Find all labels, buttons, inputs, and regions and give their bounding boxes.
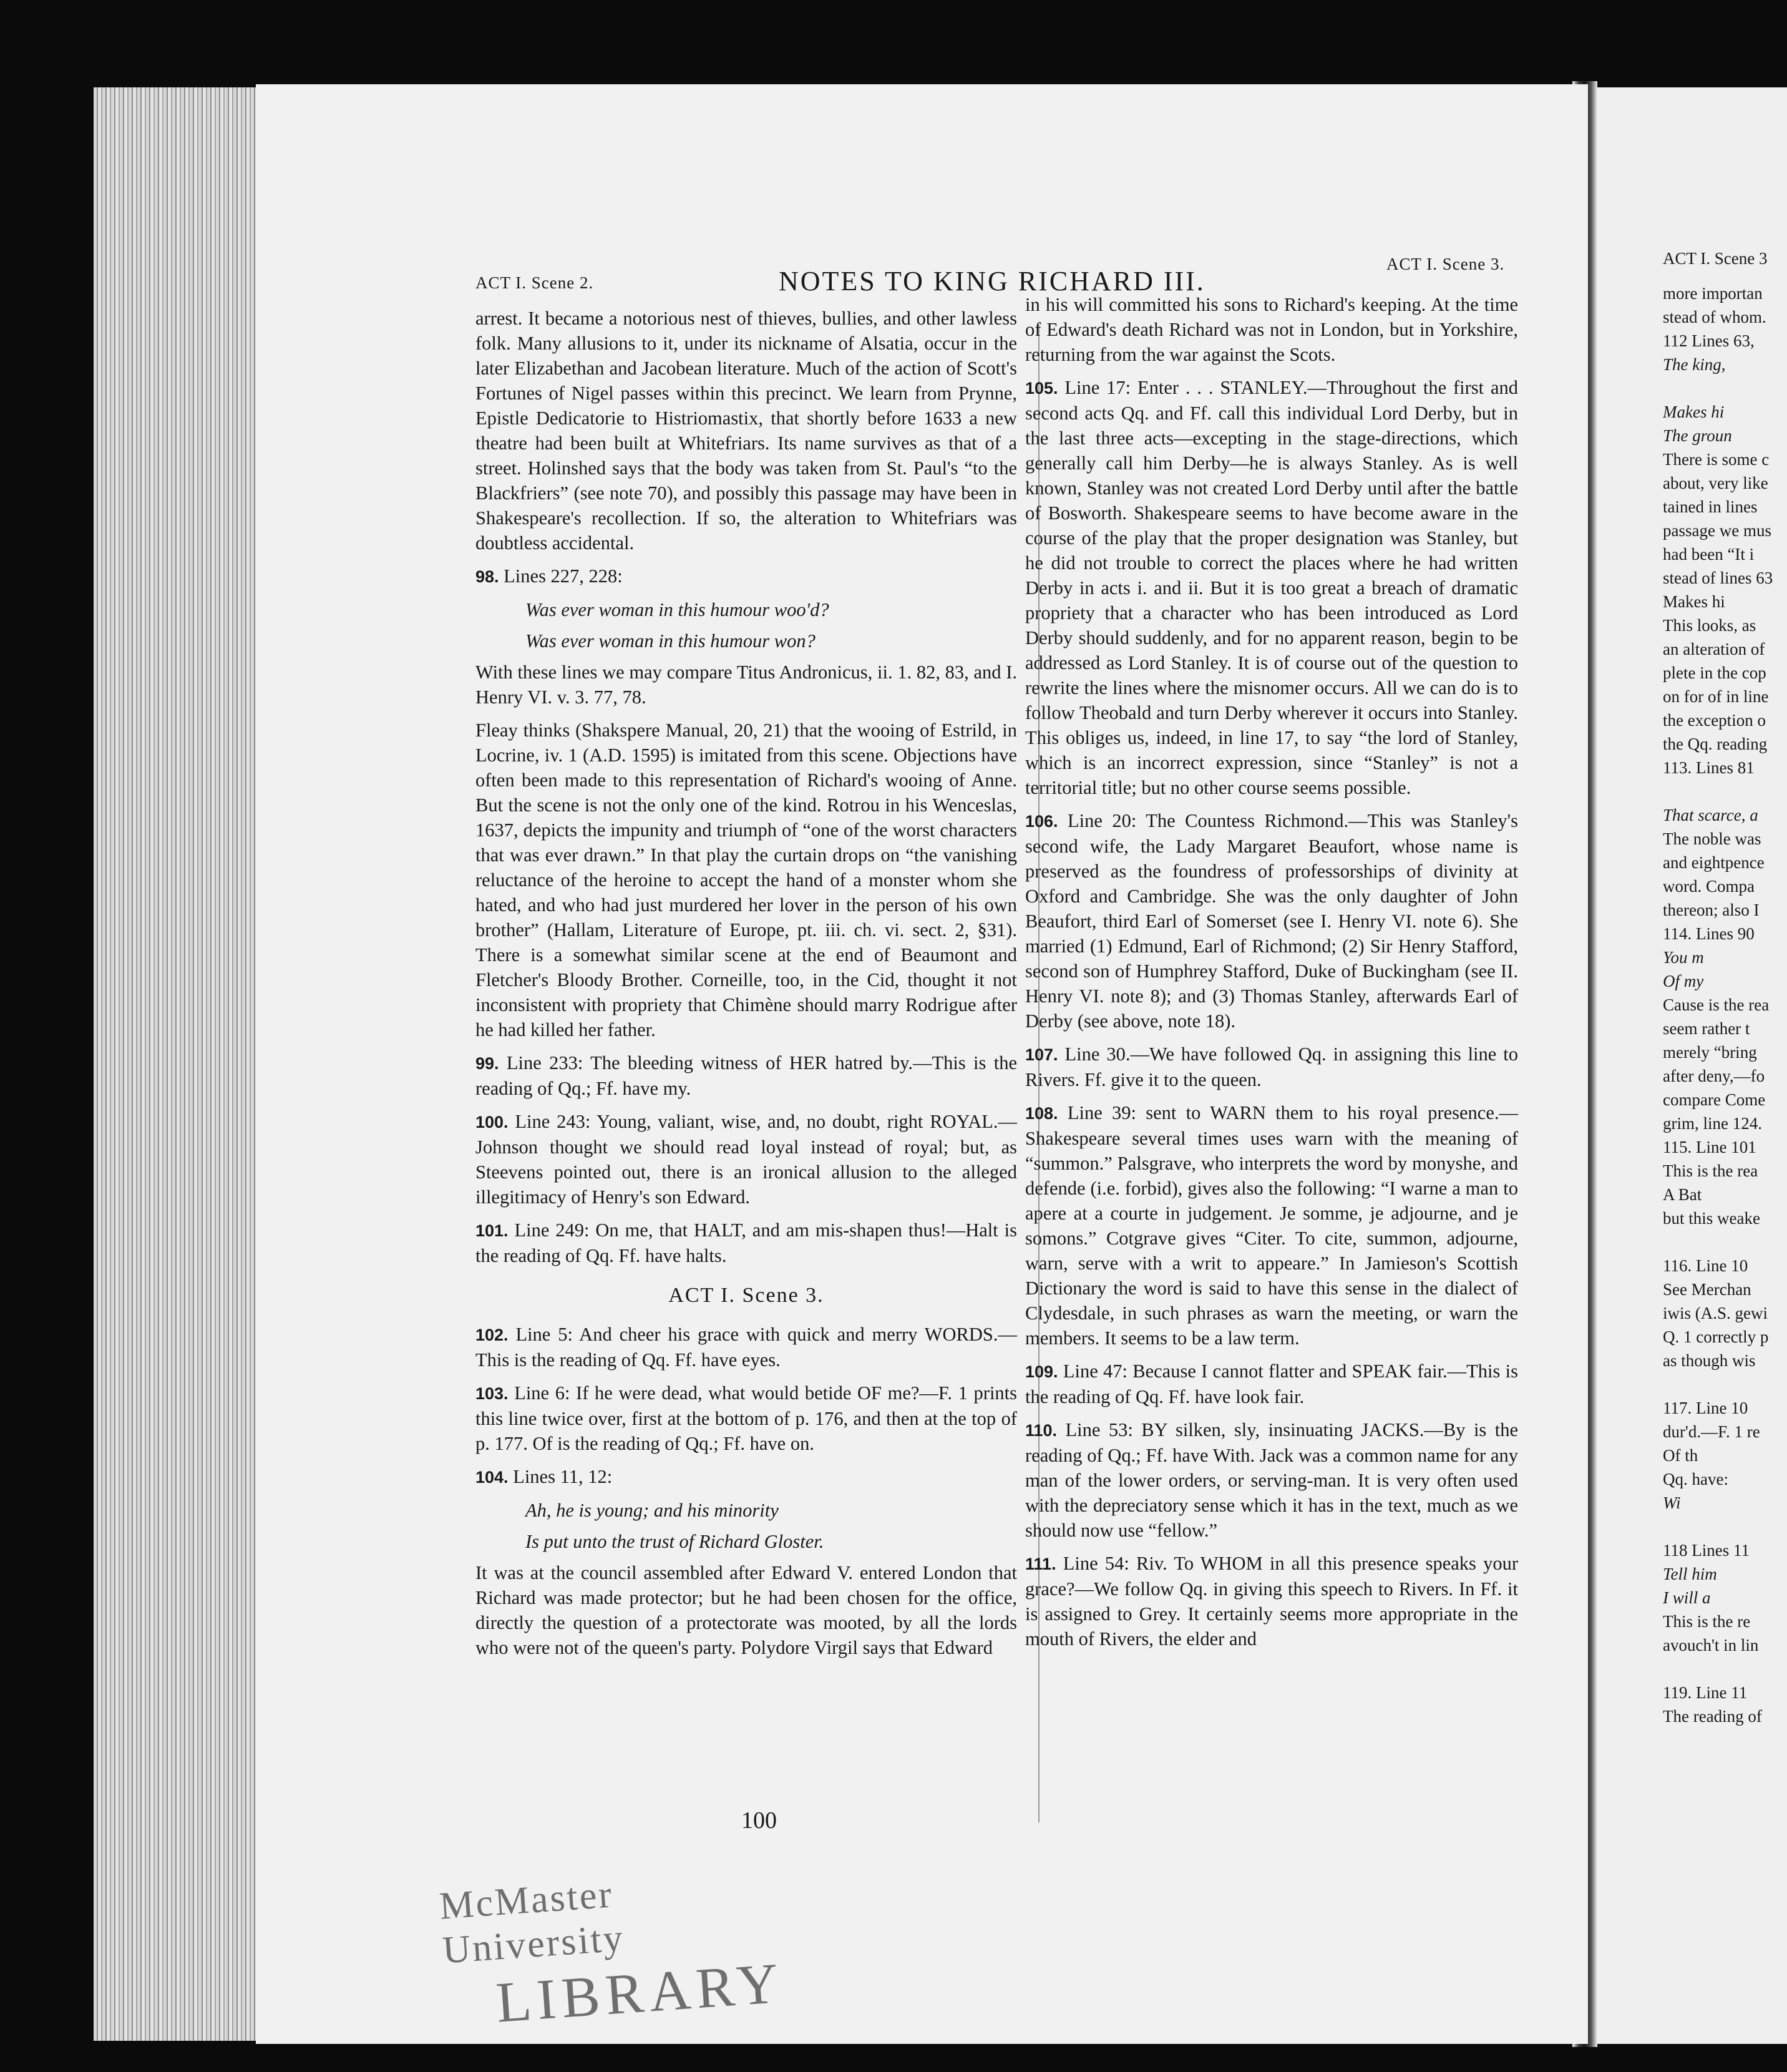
- next-page-line: stead of whom.: [1663, 308, 1766, 326]
- next-page-line: [1663, 1372, 1773, 1396]
- note-text: Line 30.—We have followed Qq. in assigning this line to Rivers. Ff. give it to the queen.: [1025, 1043, 1518, 1090]
- next-page-line: The king,: [1663, 355, 1726, 374]
- next-page-line: passage we mus: [1663, 521, 1771, 540]
- note-111: [1025, 1551, 1518, 1651]
- next-page-line: This is the re: [1663, 1612, 1751, 1631]
- next-page-line: That scarce, a: [1663, 806, 1758, 824]
- next-page-line: grim, line 124.: [1663, 1114, 1762, 1133]
- note-101: [475, 1218, 1017, 1268]
- note-number: 107.: [1025, 1045, 1058, 1064]
- next-page-line: I will a: [1663, 1588, 1711, 1607]
- note-110: [1025, 1417, 1518, 1543]
- next-page-line: word. Compa: [1663, 877, 1755, 896]
- next-page-line: [1663, 1515, 1773, 1538]
- next-page-line: Qq. have:: [1663, 1470, 1728, 1488]
- stamp-line: LIBRARY: [494, 1950, 786, 2035]
- next-page-line: more importan: [1663, 284, 1763, 303]
- next-page-line: You m: [1663, 948, 1704, 967]
- note-100: [475, 1109, 1017, 1209]
- next-page-line: seem rather t: [1663, 1019, 1750, 1038]
- note-text: Line 54: Riv. To WHOM in all this presence speaks your grace?—We follow Qq. in giving this speech to Rivers. In Ff. it is assigned to Grey. It certainly seems more appropriate in the mouth of Rivers, the elder and: [1025, 1553, 1518, 1649]
- note-text: Line 53: BY silken, sly, insinuating JACKS.—By is the reading of Qq.; Ff. have With. Jack was a common name for any man of the lower orders, or serving-man. It is very often used with the depreciatory sense which it has in the text, much as we should now use “fellow.”: [1025, 1419, 1518, 1541]
- note-number: 111.: [1025, 1555, 1056, 1573]
- next-page-line: plete in the cop: [1663, 663, 1766, 682]
- next-page-line: The reading of: [1663, 1707, 1762, 1726]
- next-page-line: See Merchan: [1663, 1280, 1751, 1299]
- note-number: 108.: [1025, 1104, 1058, 1123]
- note-text: Line 6: If he were dead, what would betide OF me?—F. 1 prints this line twice over, first at the bottom of p. 176, and then at the top of p. 177. Of is the reading of Qq.; Ff. have on.: [475, 1382, 1018, 1454]
- note-continuation: arrest. It became a notorious nest of thieves, bullies, and other lawless folk. Many allusions to it, under its nickname of Alsatia, occur in the later Elizabethan and Jacobean literature. Much of the action of Scott's Fortunes of Nigel passes within this precinct. We learn from Prynne, Epistle Dedicatorie to Histriomastix, that shortly before 1633 a new theatre had been built at Whitefriars. Its name survives as that of a street. Holinshed says that the body was taken from St. Paul's “to the Blackfriers” (see note 70), and possibly this passage may have been in Shakespeare's recollection. If so, the alteration to Whitefriars was doubtless accidental.: [475, 308, 1017, 554]
- note-number: 105.: [1025, 379, 1058, 398]
- next-page-line: dur'd.—F. 1 re: [1663, 1422, 1760, 1441]
- note-text: It was at the council assembled after Edward V. entered London that Richard was made protector; but he had been chosen for the office, directly the question of a protectorate was mooted, by all the lords who were not of the queen's party. Polydore Virgil says that Edward: [475, 1562, 1017, 1658]
- note-number: 99.: [475, 1054, 499, 1073]
- note-99: [475, 1050, 1017, 1101]
- library-stamp: [438, 1860, 797, 2039]
- next-page-line: compare Come: [1663, 1090, 1766, 1109]
- next-page-line: the exception o: [1663, 711, 1766, 730]
- page-number: 100: [741, 1807, 777, 1834]
- next-page-line: 118 Lines 11: [1663, 1541, 1750, 1560]
- note-108: [1025, 1100, 1518, 1351]
- next-page-line: Of th: [1663, 1446, 1698, 1465]
- next-page-line: as though wis: [1663, 1351, 1756, 1370]
- note-text: With these lines we may compare Titus Andronicus, ii. 1. 82, 83, and I. Henry VI. v. 3. 77, 78.: [475, 662, 1017, 708]
- next-page-line: about, very like: [1663, 474, 1768, 492]
- next-page-line: Cause is the rea: [1663, 995, 1770, 1014]
- verse-line: Is put unto the trust of Richard Gloster.: [525, 1531, 824, 1552]
- note-106: [1025, 808, 1518, 1034]
- next-page-line: [1663, 1657, 1773, 1681]
- verse-line: Was ever woman in this humour won?: [525, 630, 816, 652]
- next-page-line: Tell him: [1663, 1565, 1717, 1583]
- next-page-line: thereon; also I: [1663, 901, 1760, 919]
- note-text: Line 39: sent to WARN them to his royal presence.—Shakespeare several times uses warn with the meaning of “summon.” Palsgrave, who interprets the word by monyshe, and defende (i.e. forbid), gives also the following: “I warne a man to apere at a courte in judgement. Je somme, je adjourne, and je somons.” Cotgrave gives “Citer. To cite, summon, adjourne, warn, serve with a writ to appeare.” In Jamieson's Scottish Dictionary the word is said to have this sense in the dialect of Clydesdale, in such phrases as warn the meeting, or warn the members. It seems to be a law term.: [1025, 1102, 1519, 1349]
- header-right: ACT I. Scene 3.: [1386, 255, 1505, 273]
- section-heading: ACT I. Scene 3.: [668, 1284, 824, 1307]
- next-page-line: 112 Lines 63,: [1663, 331, 1755, 350]
- note-103: [475, 1381, 1017, 1456]
- right-column: [1025, 292, 1518, 1659]
- next-page-line: tained in lines: [1663, 497, 1758, 516]
- next-page-line: The noble was: [1663, 829, 1761, 848]
- next-page-line: Makes hi: [1663, 592, 1725, 611]
- next-page-line: 119. Line 11: [1663, 1683, 1748, 1702]
- page-title: NOTES TO KING RICHARD III.: [779, 266, 1205, 296]
- next-page-line: 116. Line 10: [1663, 1256, 1748, 1275]
- next-page-line: on for of in line: [1663, 687, 1769, 706]
- left-column: [475, 306, 1017, 1668]
- next-page-line: had been “It i: [1663, 545, 1755, 564]
- note-number: 103.: [475, 1384, 509, 1403]
- next-page-line: A Bat: [1663, 1185, 1702, 1204]
- next-page-line: 113. Lines 81: [1663, 758, 1755, 777]
- note-text: Line 249: On me, that HALT, and am mis-shapen thus!—Halt is the reading of Qq. Ff. have halts.: [475, 1219, 1017, 1266]
- note-number: 102.: [475, 1326, 509, 1344]
- note-text: Line 5: And cheer his grace with quick and merry WORDS.—This is the reading of Qq. Ff. have eyes.: [475, 1324, 1017, 1371]
- next-page-line: [1663, 779, 1773, 803]
- book-page-edges: [94, 87, 275, 2041]
- next-page-line: and eightpence: [1663, 853, 1765, 872]
- verse-line: Ah, he is young; and his minority: [525, 1500, 779, 1521]
- next-page-line: This is the rea: [1663, 1161, 1758, 1180]
- note-number: 109.: [1025, 1362, 1058, 1381]
- next-page-line: There is some c: [1663, 450, 1770, 469]
- next-page-header: ACT I. Scene 3: [1663, 249, 1768, 268]
- next-page-line: [1663, 1230, 1773, 1254]
- header-left: ACT I. Scene 2.: [475, 273, 594, 292]
- note-number: 101.: [475, 1221, 509, 1240]
- next-page-line: 114. Lines 90: [1663, 924, 1755, 943]
- note-number: 106.: [1025, 812, 1058, 831]
- note-104: [475, 1464, 1017, 1490]
- next-page-line: stead of lines 63: [1663, 569, 1773, 587]
- note-text: Lines 11, 12:: [513, 1466, 613, 1487]
- next-page-line: an alteration of: [1663, 640, 1765, 658]
- note-text: Fleay thinks (Shakspere Manual, 20, 21) that the wooing of Estrild, in Locrine, iv. 1 (A.D. 1595) is imitated from this scene. Objections have often been made to this representation of Richard's wooing of Anne. But the scene is not the only one of the kind. Rotrou in his Wenceslas, 1637, depicts the impunity and triumph of “one of the worst characters that was ever drawn.” In that play the curtain drops on “the vanishing reluctance of the heroine to accept the hand of a monster whom she hated, and who had just murdered her lover in the person of his own brother” (Hallam, Literature of Europe, pt. iii. ch. vi. sect. 2, §31). There is a somewhat similar scene at the end of Beaumont and Fletcher's Bloody Brother. Corneille, too, in the Cid, thought it not inconsistent with propriety that Chimène should marry Rodrigue after he had killed her father.: [475, 720, 1017, 1040]
- note-number: 110.: [1025, 1421, 1058, 1440]
- next-page-line: 115. Line 101: [1663, 1138, 1756, 1156]
- note-text: Line 233: The bleeding witness of HER hatred by.—This is the reading of Qq.; Ff. have my.: [475, 1052, 1018, 1099]
- note-number: 98.: [475, 567, 499, 586]
- next-page-line: the Qq. reading: [1663, 735, 1768, 753]
- note-text: Lines 227, 228:: [504, 565, 623, 587]
- next-page-line: iwis (A.S. gewi: [1663, 1304, 1768, 1322]
- note-105: [1025, 375, 1518, 800]
- next-page-line: after deny,—fo: [1663, 1067, 1765, 1085]
- next-page-line: Wi: [1663, 1493, 1681, 1512]
- next-page-line: but this weake: [1663, 1209, 1760, 1228]
- note-number: 100.: [475, 1113, 509, 1131]
- note-continuation: in his will committed his sons to Richard's keeping. At the time of Edward's death Richard was not in London, but in Yorkshire, returning from the war against the Scots.: [1025, 294, 1518, 365]
- next-page-line: [1663, 376, 1773, 400]
- next-page-line: 117. Line 10: [1663, 1399, 1748, 1417]
- next-page-text: [1663, 247, 1773, 1728]
- note-number: 104.: [475, 1468, 509, 1487]
- note-98: [475, 564, 1017, 589]
- next-page-line: merely “bring: [1663, 1043, 1757, 1062]
- note-text: Line 20: The Countess Richmond.—This was Stanley's second wife, the Lady Margaret Beaufort, whose name is preserved as the foundress of professorships of divinity at Oxford and Cambridge. She was the only daughter of John Beaufort, third Earl of Somerset (see I. Henry VI. note 6). She married (1) Edmund, Earl of Richmond; (2) Sir Henry Stafford, second son of Humphrey Stafford, Duke of Buckingham (see II. Henry VI. note 8); and (3) Thomas Stanley, afterwards Earl of Derby (see above, note 18).: [1025, 810, 1518, 1032]
- next-page-line: Q. 1 correctly p: [1663, 1327, 1769, 1346]
- note-109: [1025, 1359, 1518, 1409]
- verse-line: Was ever woman in this humour woo'd?: [525, 599, 829, 620]
- next-page-line: This looks, as: [1663, 616, 1756, 635]
- next-page-line: Makes hi: [1663, 403, 1725, 421]
- note-text: Line 47: Because I cannot flatter and SPEAK fair.—This is the reading of Qq. Ff. have look fair.: [1025, 1361, 1518, 1407]
- next-page-line: Of my: [1663, 972, 1704, 990]
- next-page-line: avouch't in lin: [1663, 1636, 1759, 1654]
- note-102: [475, 1322, 1017, 1372]
- note-text: Line 243: Young, valiant, wise, and, no doubt, right ROYAL.—Johnson thought we should read loyal instead of royal; but, as Steevens pointed out, there is an ironical allusion to the alleged illegitimacy of Henry's son Edward.: [475, 1111, 1018, 1208]
- note-text: Line 17: Enter . . . STANLEY.—Throughout the first and second acts Qq. and Ff. call this individual Lord Derby, but in the last three acts—excepting in the stage-directions, which generally call him Derby—he is always Stanley. As is well known, Stanley was not created Lord Derby until after the battle of Bosworth. Shakespeare seems to have become aware in the course of the play that the proper designation was Stanley, but he did not trouble to correct the places where he had written Derby in acts i. and ii. But it is too great a breach of dramatic propriety that a character who has been introduced as Lord Derby should suddenly, and for no apparent reason, begin to be addressed as Lord Stanley. It is of course out of the question to rewrite the lines where the misnomer occurs. All we can do is to follow Theobald and turn Derby wherever it occurs into Stanley. This obliges us, indeed, in line 17, to say “the lord of Stanley, which is an incorrect expression, since “Stanley” is not a territorial title; but no other course seems possible.: [1025, 377, 1518, 798]
- next-page-line: The groun: [1663, 426, 1732, 445]
- note-107: [1025, 1042, 1518, 1092]
- stamp-line: McMaster University: [438, 1873, 626, 1972]
